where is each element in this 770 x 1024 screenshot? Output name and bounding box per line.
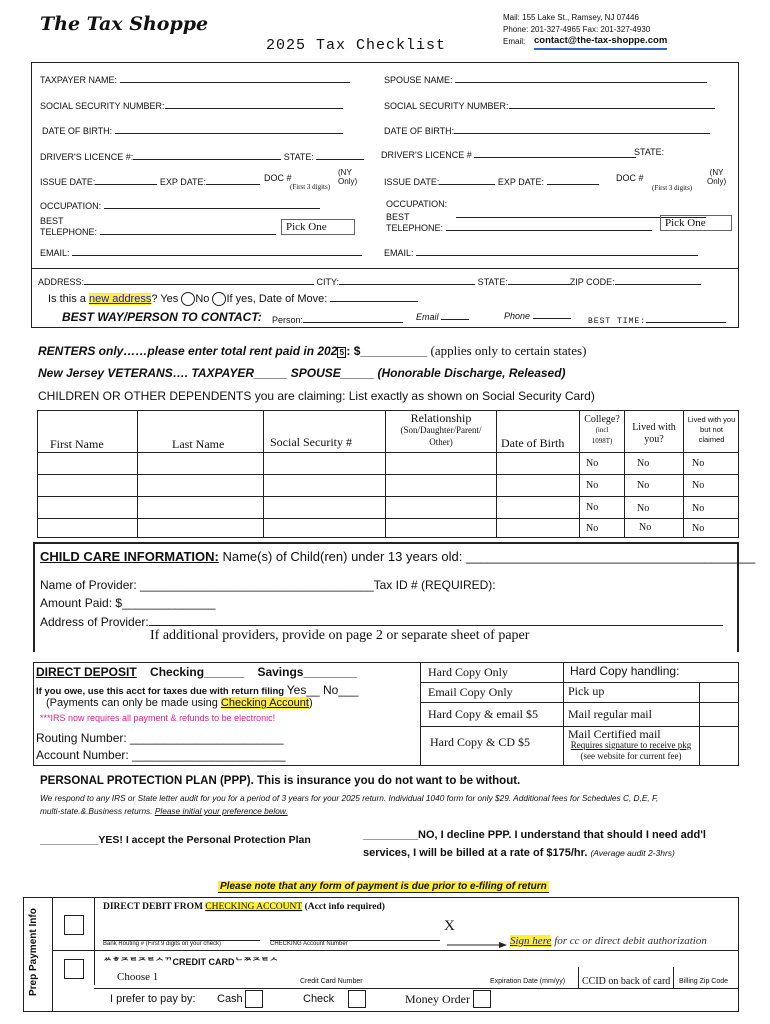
row3-college[interactable]: No (586, 502, 599, 513)
page-title: 2025 Tax Checklist (266, 37, 447, 54)
direct-deposit-title: DIRECT DEPOSIT Checking______ Savings________ (36, 665, 357, 679)
pay-cash-checkbox[interactable] (245, 990, 263, 1008)
spouse-first3-note: (First 3 digits) (652, 184, 693, 192)
table-row-divider (37, 518, 739, 519)
ppp-decline-rate: services, I will be billed at a rate of $175/hr. (Average audit 2-3hrs) (363, 847, 675, 859)
hardcopy-option-1[interactable]: Hard Copy Only (428, 665, 508, 679)
direct-debit-checkbox[interactable] (64, 915, 84, 935)
hardcopy-option-3[interactable]: Hard Copy & email $5 (428, 707, 538, 721)
row1-notc[interactable]: No (692, 458, 705, 469)
choose-one-label[interactable]: Choose 1 (117, 971, 159, 983)
col-lived-with: Lived with you? (632, 422, 676, 445)
signature-x[interactable]: X (444, 918, 455, 934)
spouse-state-label: STATE: (634, 147, 665, 157)
col-first-name: First Name (50, 437, 104, 451)
childcare-provider-field[interactable]: Name of Provider: ___________________________________Tax ID # (REQUIRED): (40, 578, 496, 592)
spouse-ssn-field[interactable]: SOCIAL SECURITY NUMBER: (384, 100, 715, 111)
sign-here-label: Sign here for cc or direct debit authorization (510, 935, 707, 947)
col-not-claimed: Lived with you but not claimed (687, 415, 736, 444)
renters-line[interactable]: RENTERS only……please enter total rent paid in 202 5 : $__________ (applies only to certain states) (38, 343, 587, 358)
row1-college[interactable]: No (586, 458, 599, 469)
handling-signature-note: Requires signature to receive pkg (see website for current fee) (570, 740, 692, 761)
payments-note: (Payments can only be made using Checking Account) (46, 697, 313, 709)
payment-side-label: Prep Payment Info (28, 908, 39, 996)
routing-number-field[interactable]: Routing Number: _______________________ (36, 731, 284, 745)
taxpayer-telephone-field[interactable]: BEST TELEPHONE: (40, 217, 276, 237)
cc-ccid-field[interactable]: CCID on back of card (582, 976, 671, 987)
payment-row-divider (52, 950, 739, 951)
ppp-description: We respond to any IRS or State letter audit for you for a period of 3 years for your 2025 return. Individual 1040 form for only $29. Additional fees for Schedules C, D,E, F, multi-state.&.Business returns. Please initial your preference below. (40, 793, 659, 816)
col-relationship: Relationship (Son/Daughter/Parent/ Other) (400, 411, 482, 447)
handling-pickup[interactable]: Pick up (568, 684, 605, 698)
row2-notc[interactable]: No (692, 480, 705, 491)
ccid-divider (673, 967, 674, 988)
spouse-occupation-field[interactable]: OCCUPATION: (386, 199, 447, 209)
table-col-divider (137, 410, 138, 538)
new-address-question: Is this a new address? Yes No If yes, Date of Move: (48, 292, 418, 306)
pay-check-checkbox[interactable] (348, 990, 366, 1008)
credit-card-checkbox[interactable] (64, 959, 84, 979)
taxpayer-ny-note: (NY Only) (338, 168, 358, 186)
direct-debit-title: DIRECT DEBIT FROM CHECKING ACCOUNT (Acct info required) (103, 902, 385, 912)
taxpayer-doc-label: DOC # (264, 173, 292, 183)
logo: The Tax Shoppe (40, 13, 209, 35)
taxpayer-issue-field[interactable]: ISSUE DATE: EXP DATE: (40, 176, 260, 187)
row1-lived[interactable]: No (637, 458, 650, 469)
taxpayer-first3-note: (First 3 digits) (290, 183, 331, 191)
best-time-field[interactable]: BEST TIME: (588, 314, 726, 326)
checking-number-field[interactable]: CHECKING Account Number (270, 940, 440, 947)
row3-notc[interactable]: No (692, 503, 705, 514)
table-header-divider (37, 452, 739, 453)
spouse-dob-field[interactable]: DATE OF BIRTH: (384, 125, 710, 136)
handling-certified-mail[interactable]: Mail Certified mail (568, 727, 661, 741)
contact-phone-field[interactable]: Phone (504, 310, 571, 321)
contact-phone: Phone: 201-327-4965 Fax: 201-327-4930 (503, 25, 651, 34)
credit-card-title: ᄊᄒᄌᄐᄌᄐᄉᄁCREDIT CARDᄂᄍᄌᄐᄉ (103, 957, 279, 967)
cc-exp-field[interactable]: Expiration Date (mm/yy) (490, 978, 566, 985)
contact-email-field[interactable]: Email (416, 311, 469, 322)
hardcopy-option-2[interactable]: Email Copy Only (428, 685, 513, 699)
spouse-email-field[interactable]: EMAIL: (384, 247, 698, 258)
taxpayer-occupation-field[interactable]: OCCUPATION: (40, 200, 320, 211)
pay-cash-label: Cash (217, 993, 243, 1005)
hardcopy-handling-title: Hard Copy handling: (570, 664, 680, 678)
hardcopy-option-4[interactable]: Hard Copy & CD $5 (430, 735, 530, 749)
spouse-dl-field[interactable]: DRIVER'S LICENCE # (381, 149, 636, 160)
bank-routing-field[interactable]: Bank Routing # (First 9 digits on your check) (103, 940, 260, 947)
col-dob: Date of Birth (501, 436, 565, 450)
payment-check-divider (94, 897, 95, 985)
address-field[interactable]: ADDRESS: CITY: STATE: ZIP CODE: (38, 276, 701, 287)
signature-arrow-icon (447, 941, 507, 951)
row3-lived[interactable]: No (637, 503, 650, 514)
contact-email-label: Email: (503, 37, 526, 46)
best-way-contact-label: BEST WAY/PERSON TO CONTACT: (62, 310, 262, 324)
spouse-issue-field[interactable]: ISSUE DATE: EXP DATE: (384, 176, 599, 187)
dependents-heading: CHILDREN OR OTHER DEPENDENTS you are claiming: List exactly as shown on Social Security Card) (38, 389, 595, 403)
new-address-no-radio[interactable] (212, 292, 226, 306)
spouse-telephone-field[interactable]: BEST TELEPHONE: (386, 213, 652, 233)
taxpayer-name-field[interactable]: TAXPAYER NAME: (40, 74, 350, 85)
payment-notice: Please note that any form of payment is due prior to e-filing of return (220, 881, 547, 892)
table-row-divider (37, 496, 739, 497)
deposit-divider (420, 662, 421, 766)
spouse-doc-label: DOC # (616, 173, 644, 183)
exp-divider (578, 967, 579, 988)
row2-college[interactable]: No (586, 480, 599, 491)
col-ssn: Social Security # (270, 435, 352, 449)
col-last-name: Last Name (172, 437, 225, 451)
contact-person-field[interactable]: Person: (272, 314, 403, 325)
taxpayer-phone-pick-one[interactable]: Pick One (281, 219, 355, 235)
childcare-additional-note: If additional providers, provide on page 2 or separate sheet of paper (150, 628, 530, 643)
childcare-heading-line: CHILD CARE INFORMATION: Name(s) of Child(ren) under 13 years old: ________________________________________ (40, 549, 756, 564)
spouse-ny-note: (NY Only) (707, 168, 727, 186)
ppp-accept[interactable]: __________YES! I accept the Personal Protection Plan (40, 834, 311, 846)
new-address-yes-radio[interactable] (181, 292, 195, 306)
table-col-divider (263, 410, 264, 538)
ppp-decline[interactable]: _________NO, I decline PPP. I understand that should I need add'l (363, 829, 706, 841)
table-col-divider (496, 410, 497, 538)
prefer-row-divider (94, 988, 739, 989)
irs-electronic-note: ***IRS now requires all payment & refunds to be electronic! (40, 713, 276, 723)
hardcopy-row-line (420, 702, 739, 703)
pay-money-order-checkbox[interactable] (473, 990, 491, 1008)
payment-side-divider (52, 897, 53, 1012)
pay-check-label: Check (303, 993, 335, 1005)
taxpayer-email-field[interactable]: EMAIL: (40, 247, 362, 258)
account-number-field[interactable]: Account Number: _______________________ (36, 748, 286, 762)
taxpayer-dob-field[interactable]: DATE OF BIRTH: (42, 125, 343, 136)
row2-lived[interactable]: No (637, 480, 650, 491)
contact-email[interactable]: contact@the-tax-shoppe.com (534, 35, 667, 50)
taxpayer-ssn-field[interactable]: SOCIAL SECURITY NUMBER: (40, 100, 343, 111)
childcare-address-field[interactable]: Address of Provider: (40, 614, 723, 629)
taxpayer-dl-field[interactable]: DRIVER'S LICENCE #: STATE: (40, 151, 364, 162)
owe-question[interactable]: If you owe, use this acct for taxes due with return filing Yes__ No___ (36, 683, 359, 697)
hardcopy-row-line (420, 682, 739, 683)
contact-mail: Mail: 155 Lake St., Ramsey, NJ 07446 (503, 13, 639, 22)
veterans-line[interactable]: New Jersey VETERANS…. TAXPAYER_____ SPOUSE_____ (Honorable Discharge, Released) (38, 366, 566, 380)
handling-regular-mail[interactable]: Mail regular mail (568, 707, 652, 721)
row4-college[interactable]: No (586, 523, 599, 534)
col-college: College? (incl 1098T) (584, 414, 620, 445)
address-divider (31, 268, 739, 269)
prefer-pay-label: I prefer to pay by: (110, 993, 196, 1005)
hardcopy-check-divider (699, 682, 700, 766)
row4-notc[interactable]: No (692, 523, 705, 534)
pay-money-order-label: Money Order (405, 992, 470, 1006)
table-row-divider (37, 474, 739, 475)
row4-lived[interactable]: No (639, 522, 652, 533)
cc-number-field[interactable]: Credit Card Number (300, 978, 363, 985)
childcare-amount-field[interactable]: Amount Paid: $______________ (40, 596, 216, 610)
ppp-title: PERSONAL PROTECTION PLAN (PPP). This is insurance you do not want to be without. (40, 775, 521, 787)
cc-zip-field[interactable]: Billing Zip Code (679, 978, 729, 985)
spouse-name-field[interactable]: SPOUSE NAME: (384, 74, 707, 85)
spouse-phone-pick-one[interactable]: Pick One (660, 215, 732, 231)
